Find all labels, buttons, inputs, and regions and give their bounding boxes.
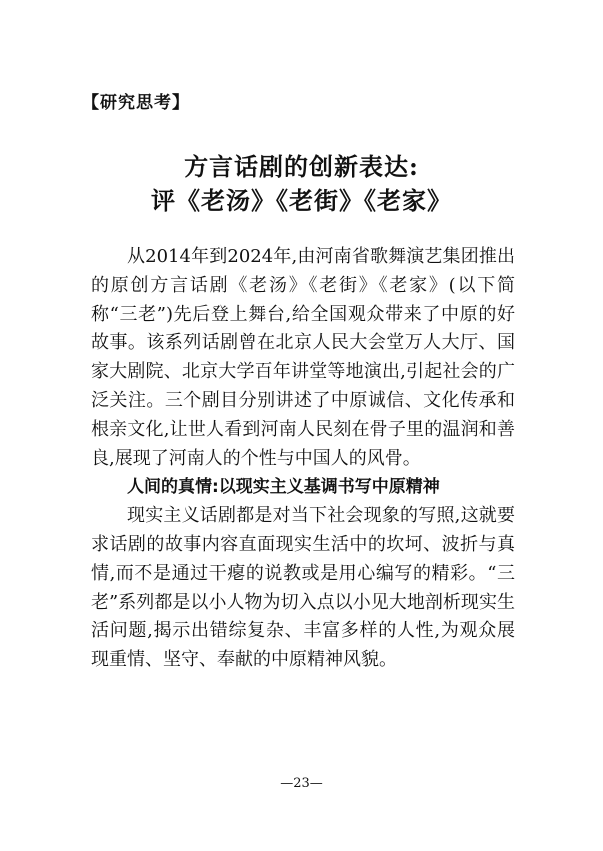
article-title-line-2: 评《老汤》《老街》《老家》 <box>151 186 452 215</box>
section-label: 【研究思考】 <box>82 93 190 113</box>
article-body <box>91 243 515 675</box>
paragraph-realism: 现实主义话剧都是对当下社会现象的写照,这就要求话剧的故事内容直面现实生活中的坎坷、波折与真情,而不是通过干瘪的说教或是用心编写的精彩。“三老”系列都是以小人物为切入点以小见大地剖析现实生活问题,揭示出错综复杂、丰富多样的人性,为观众展现重情、坚守、奉献的中原精神风貌。 <box>91 505 515 671</box>
section-subheading: 人间的真情:以现实主义基调书写中原精神 <box>127 477 440 498</box>
page-number: —23— <box>280 776 323 791</box>
article-title-line-1: 方言话剧的创新表达: <box>184 152 419 181</box>
paragraph-intro: 从2014年到2024年,由河南省歌舞演艺集团推出的原创方言话剧《老汤》《老街》《老家》(以下简称“三老”)先后登上舞台,给全国观众带来了中原的好故事。该系列话剧曾在北京人民大会堂万人大厅、国家大剧院、北京大学百年讲堂等地演出,引起社会的广泛关注。三个剧目分别讲述了中原诚信、文化传承和根亲文化,让世人看到河南人民刻在骨子里的温润和善良,展现了河南人的个性与中国人的风骨。 <box>91 246 515 469</box>
